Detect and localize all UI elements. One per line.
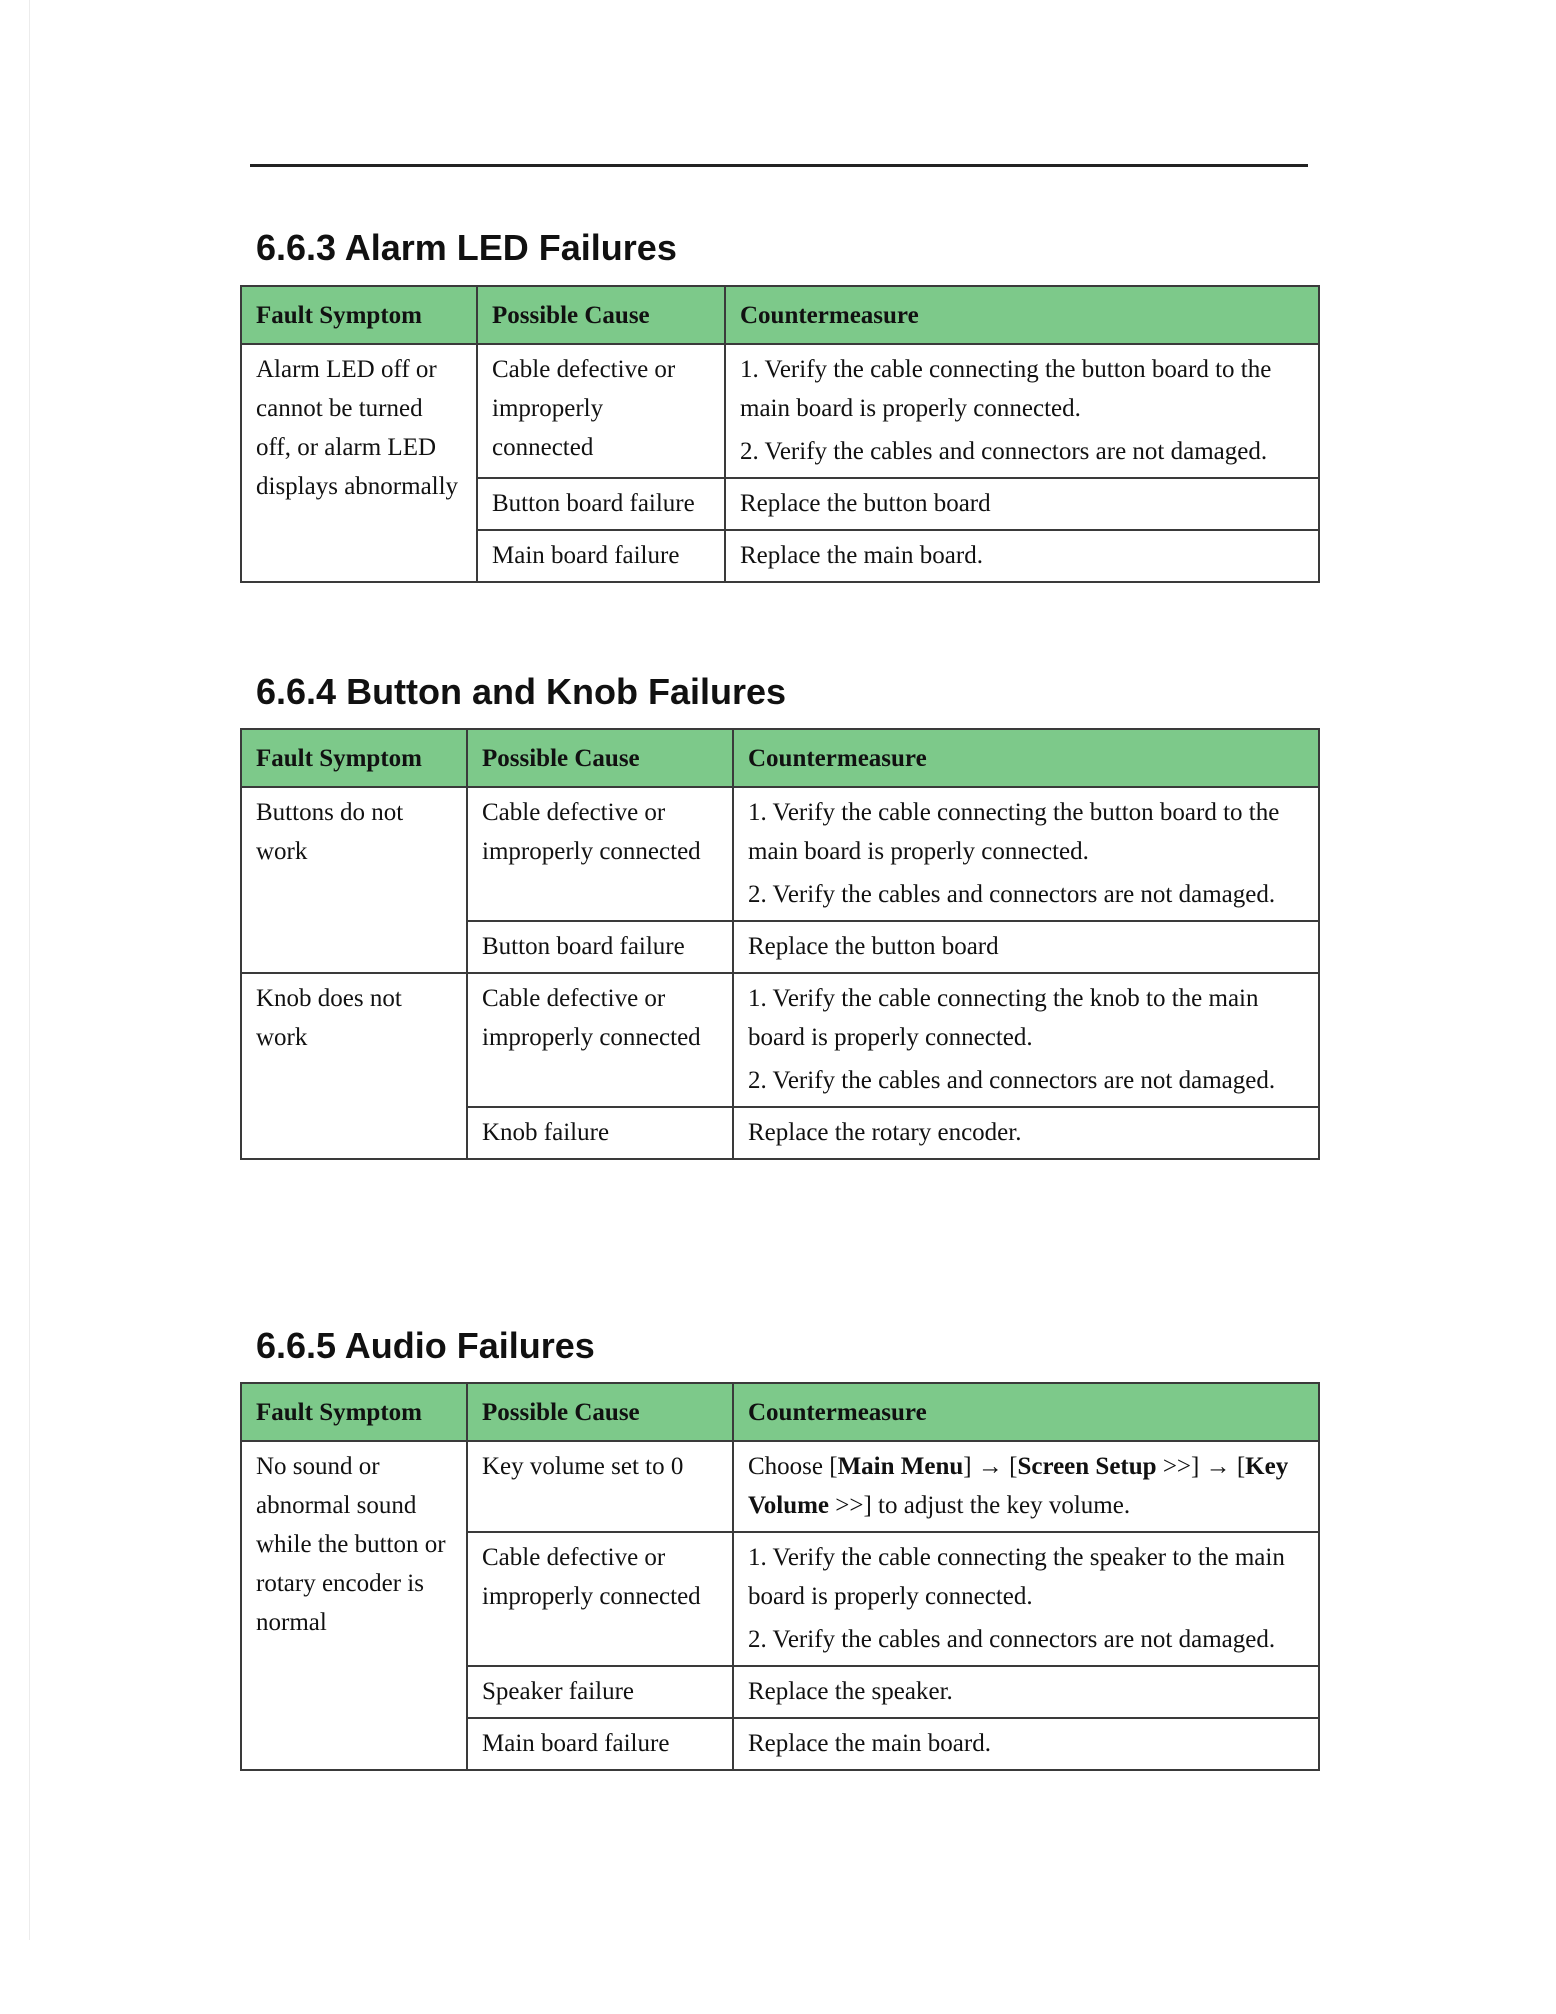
header-fault-symptom: Fault Symptom <box>241 729 467 787</box>
rich-text: Choose [ <box>748 1453 838 1480</box>
header-fault-symptom: Fault Symptom <box>241 1383 467 1441</box>
possible-cause-cell: Cable defective or improperly connected <box>477 344 725 478</box>
menu-path-key-volume: Key Volume <box>748 1453 1289 1519</box>
alarm-led-failures-table <box>240 285 1320 583</box>
rich-text: >>] → [ <box>1156 1453 1246 1480</box>
table-header-row <box>241 1383 1319 1441</box>
page-left-edge <box>29 0 30 1940</box>
possible-cause-cell: Knob failure <box>467 1107 733 1159</box>
fault-symptom-cell: Knob does not work <box>241 973 467 1159</box>
header-countermeasure: Countermeasure <box>725 286 1319 344</box>
countermeasure-step: 1. Verify the cable connecting the knob to the main board is properly connected. <box>748 985 1259 1051</box>
section-title-audio: 6.6.5 Audio Failures <box>256 1325 595 1366</box>
menu-path-main-menu: Main Menu <box>837 1453 964 1480</box>
countermeasure-cell: Replace the button board <box>725 478 1319 530</box>
table-row <box>241 973 1319 1107</box>
countermeasure-step: 1. Verify the cable connecting the speaker to the main board is properly connected. <box>748 1544 1285 1610</box>
possible-cause-cell: Key volume set to 0 <box>467 1441 733 1532</box>
countermeasure-cell <box>733 1441 1319 1532</box>
header-countermeasure: Countermeasure <box>733 1383 1319 1441</box>
menu-path-screen-setup: Screen Setup <box>1017 1453 1157 1480</box>
fault-symptom-cell: Alarm LED off or cannot be turned off, or alarm LED displays abnormally <box>241 344 477 582</box>
countermeasure-step: 2. Verify the cables and connectors are not damaged. <box>748 1067 1276 1094</box>
rich-text: >>] to adjust the key volume. <box>829 1492 1131 1519</box>
header-possible-cause: Possible Cause <box>477 286 725 344</box>
countermeasure-cell <box>733 787 1319 921</box>
header-possible-cause: Possible Cause <box>467 729 733 787</box>
countermeasure-step: 2. Verify the cables and connectors are not damaged. <box>748 1626 1276 1653</box>
section-title-button-knob: 6.6.4 Button and Knob Failures <box>256 671 787 712</box>
possible-cause-cell: Cable defective or improperly connected <box>467 787 733 921</box>
countermeasure-cell: Replace the button board <box>733 921 1319 973</box>
countermeasure-step: 1. Verify the cable connecting the button board to the main board is properly connected. <box>740 356 1272 422</box>
fault-symptom-cell: Buttons do not work <box>241 787 467 973</box>
possible-cause-cell: Speaker failure <box>467 1666 733 1718</box>
header-countermeasure: Countermeasure <box>733 729 1319 787</box>
possible-cause-cell: Button board failure <box>477 478 725 530</box>
table-row <box>241 1441 1319 1532</box>
countermeasure-step: 2. Verify the cables and connectors are not damaged. <box>748 881 1276 908</box>
header-rule <box>250 164 1308 167</box>
possible-cause-cell: Cable defective or improperly connected <box>467 1532 733 1666</box>
possible-cause-cell: Button board failure <box>467 921 733 973</box>
countermeasure-cell: Replace the speaker. <box>733 1666 1319 1718</box>
countermeasure-cell: Replace the main board. <box>733 1718 1319 1770</box>
countermeasure-step: 2. Verify the cables and connectors are not damaged. <box>740 438 1268 465</box>
countermeasure-step: 1. Verify the cable connecting the button board to the main board is properly connected. <box>748 799 1280 865</box>
table-row <box>241 344 1319 478</box>
table-header-row <box>241 286 1319 344</box>
countermeasure-cell: Replace the main board. <box>725 530 1319 582</box>
audio-failures-table <box>240 1382 1320 1771</box>
fault-symptom-cell: No sound or abnormal sound while the button or rotary encoder is normal <box>241 1441 467 1770</box>
header-fault-symptom: Fault Symptom <box>241 286 477 344</box>
possible-cause-cell: Main board failure <box>477 530 725 582</box>
header-possible-cause: Possible Cause <box>467 1383 733 1441</box>
countermeasure-cell <box>733 973 1319 1107</box>
button-knob-failures-table <box>240 728 1320 1160</box>
table-row <box>241 787 1319 921</box>
countermeasure-cell <box>725 344 1319 478</box>
countermeasure-cell: Replace the rotary encoder. <box>733 1107 1319 1159</box>
possible-cause-cell: Cable defective or improperly connected <box>467 973 733 1107</box>
possible-cause-cell: Main board failure <box>467 1718 733 1770</box>
table-header-row <box>241 729 1319 787</box>
rich-text: ] → [ <box>963 1453 1018 1480</box>
countermeasure-cell <box>733 1532 1319 1666</box>
section-title-alarm-led: 6.6.3 Alarm LED Failures <box>256 227 677 268</box>
